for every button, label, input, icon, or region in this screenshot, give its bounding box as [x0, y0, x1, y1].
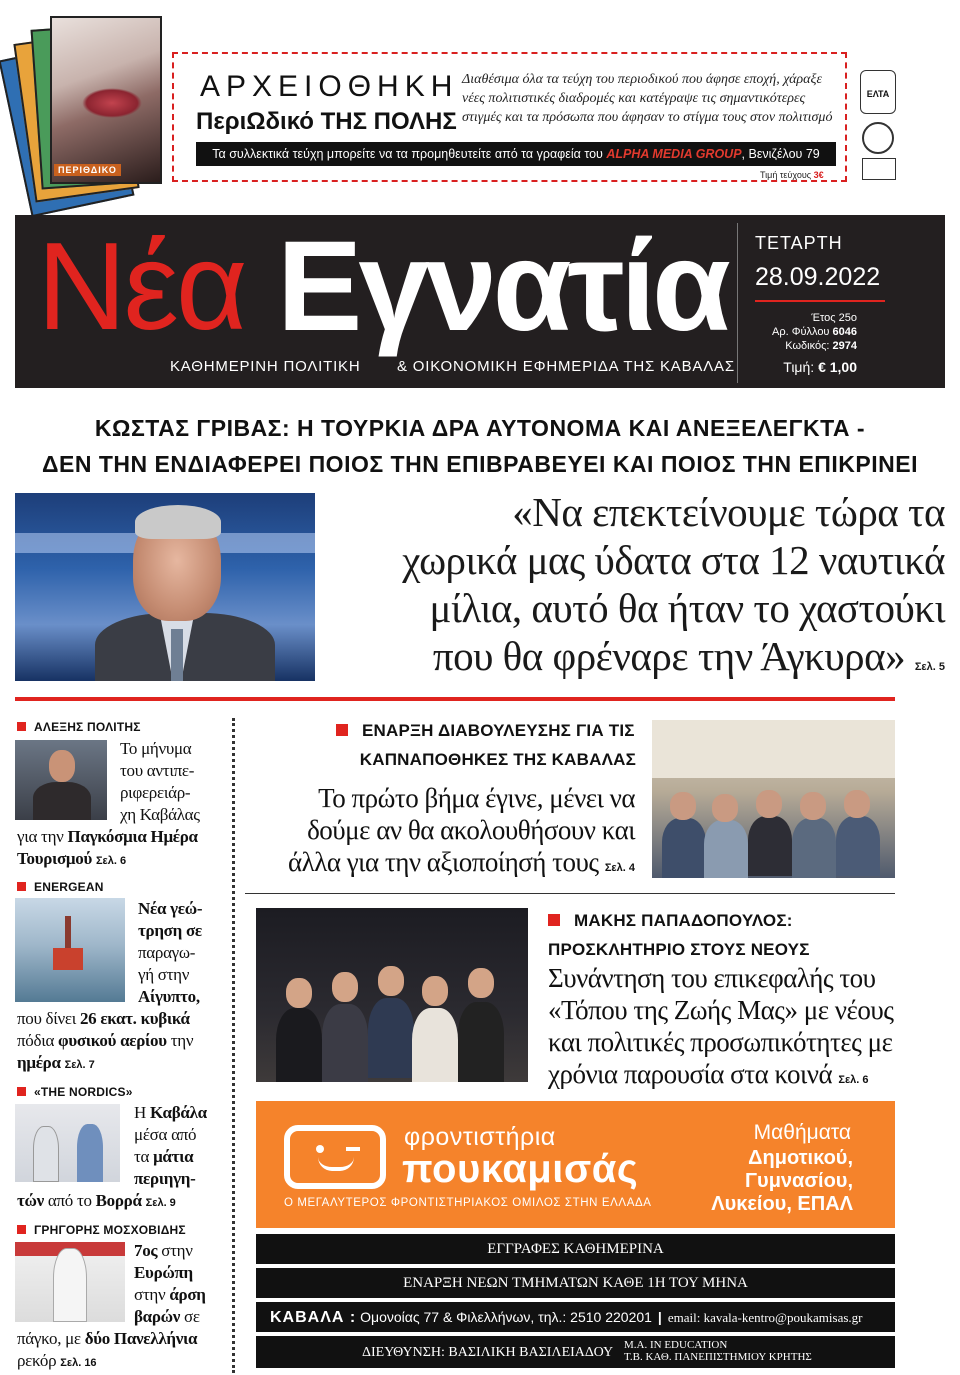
ad-director-bar	[256, 1336, 895, 1368]
brief-text-moschovidis-cont[interactable]	[17, 1328, 197, 1374]
brief-line	[17, 1052, 193, 1076]
brief-text-bold: Νέα γεώ-	[138, 899, 203, 918]
brief-text-bold: μάτια	[153, 1147, 194, 1166]
red-square-bullet	[548, 914, 560, 926]
ad-new-classes-bar: ΕΝΑΡΞΗ ΝΕΩΝ ΤΜΗΜΑΤΩΝ ΚΑΘΕ 1Η ΤΟΥ ΜΗΝΑ	[256, 1268, 895, 1298]
brief-text-bold: Ευρώπη	[134, 1263, 193, 1282]
lead-page-ref: Σελ. 5	[914, 661, 945, 673]
brief-text-energean[interactable]	[138, 898, 202, 1008]
issue-number-label: Αρ. Φύλλου	[771, 326, 833, 338]
brief-text-bold: 7ος	[134, 1241, 158, 1260]
story1-kicker[interactable]	[336, 716, 636, 774]
magazine-cover-front	[50, 16, 162, 184]
magazine-stack-image	[10, 10, 170, 190]
drilling-rig	[53, 948, 83, 970]
photo-suit	[33, 782, 91, 820]
archive-subtitle: ΠεριΩδικό ΤΗΣ ΠΟΛΗΣ	[196, 108, 457, 135]
story2-headline-line4-text: χρόνια παρουσία στα κοινά	[548, 1059, 833, 1089]
athlete-figure	[53, 1248, 87, 1322]
person-head	[800, 792, 826, 820]
brief-text-bold: άρση	[169, 1285, 206, 1304]
ad-levels	[653, 1147, 853, 1216]
logo-egnatia: Εγνατία	[277, 215, 727, 358]
lead-headline-line2: χωρικά μας ύδατα στα 12 ναυτικά	[402, 537, 945, 583]
issue-meta	[772, 311, 857, 353]
logo-nea: Νέα	[37, 218, 245, 356]
story2-kicker-line1	[548, 906, 898, 935]
elta-postage-icon: ΕΛΤΑ	[860, 70, 896, 114]
ad-credential: Τ.Β. ΚΑΘ. ΠΑΝΕΠΙΣΤΗΜΙΟΥ ΚΡΗΤΗΣ	[624, 1351, 812, 1363]
brief-line	[134, 1306, 206, 1328]
brief-line: ριφερειάρ-	[120, 783, 191, 802]
logo-eye	[316, 1145, 324, 1153]
brief-text-bold: δύο Πανελλήνια	[84, 1329, 198, 1348]
brief-text-bold: Βορρά	[95, 1191, 142, 1210]
brief-text-plain: που δίνει	[17, 1009, 80, 1028]
brief-kicker-moschovidis[interactable]: ΓΡΗΓΟΡΗΣ ΜΟΣΧΟΒΙΔΗΣ	[17, 1223, 186, 1237]
brief-kicker-nordics[interactable]: «THE NORDICS»	[17, 1085, 133, 1099]
brief-line	[17, 826, 198, 848]
lead-headline-line4	[335, 632, 945, 691]
person-head	[422, 976, 448, 1006]
rig-tower	[65, 916, 71, 950]
person-figure	[33, 1126, 59, 1182]
seal-icon	[862, 122, 894, 154]
brief-line: χη Καβάλας	[120, 805, 200, 824]
brief-page-ref: Σελ. 16	[60, 1357, 97, 1369]
separator: |	[657, 1309, 662, 1325]
issue-price	[783, 359, 857, 375]
brief-line	[17, 1030, 193, 1052]
lead-headline[interactable]	[335, 488, 945, 691]
masthead-divider	[737, 223, 738, 383]
ad-address: Ομονοίας 77 & Φιλελλήνων, τηλ.: 2510 220201	[356, 1309, 652, 1325]
brief-text-bold: βαρών	[134, 1307, 181, 1326]
promo-price-value: 3€	[813, 170, 824, 180]
brief-line	[17, 848, 198, 872]
story2-page-ref: Σελ. 6	[838, 1074, 869, 1086]
story1-headline[interactable]	[245, 782, 635, 884]
promo-strip	[196, 142, 836, 166]
brief-line: μέσα από	[134, 1125, 197, 1144]
promo-price-label: Τιμή τεύχους	[760, 170, 814, 180]
brief-text-plain: για την	[17, 827, 68, 846]
brief-text-bold: τών	[17, 1191, 44, 1210]
archive-title: ΑΡΧΕΙΟΘΗΚΗ	[200, 70, 459, 103]
ad-brand-line1: φροντιστήρια	[404, 1123, 556, 1151]
issue-price-value: € 1,00	[818, 359, 857, 375]
brief-page-ref: Σελ. 7	[64, 1059, 95, 1071]
ad-lessons-label: Μαθήματα	[753, 1121, 851, 1144]
brief-text-energean-cont[interactable]	[17, 1008, 193, 1076]
brief-text-bold: 26 εκατ. κυβικά	[79, 1009, 190, 1028]
issue-number-value: 6046	[832, 326, 857, 338]
lead-headline-line1: «Να επεκτείνουμε τώρα τα	[512, 489, 945, 535]
brief-line	[134, 1262, 206, 1284]
issue-code-label: Κωδικός:	[785, 340, 833, 352]
brief-line	[134, 1146, 207, 1168]
brief-kicker-alexis[interactable]: ΑΛΕΞΗΣ ΠΟΛΙΤΗΣ	[17, 720, 141, 734]
person-figure	[412, 1008, 458, 1082]
winking-face-logo-icon	[284, 1125, 386, 1189]
person-head	[468, 968, 494, 998]
story2-kicker-line2: ΠΡΟΣΚΛΗΤΗΡΙΟ ΣΤΟΥΣ ΝΕΟΥΣ	[548, 940, 810, 959]
issue-number	[772, 325, 857, 339]
brief-line	[134, 1102, 207, 1124]
brief-page-ref: Σελ. 6	[95, 855, 127, 867]
story2-kicker-line1-text: ΜΑΚΗΣ ΠΑΠΑΔΟΠΟΥΛΟΣ:	[574, 911, 793, 930]
brief-line	[138, 986, 202, 1008]
brief-text-bold: φυσικού αερίου	[58, 1031, 167, 1050]
brief-photo-nordics[interactable]	[15, 1104, 120, 1182]
person-head	[378, 966, 404, 996]
issue-code	[772, 339, 857, 353]
poukamisas-advert[interactable]	[256, 1101, 895, 1228]
person-figure	[792, 818, 836, 878]
person-head	[756, 790, 782, 818]
story1-headline-line2: δούμε αν θα ακολουθήσουν και	[307, 815, 635, 845]
issue-code-value: 2974	[832, 340, 857, 352]
ad-city: ΚΑΒΑΛΑ :	[270, 1309, 357, 1326]
issue-date: 28.09.2022	[755, 263, 881, 291]
brief-line	[17, 1328, 197, 1350]
issue-year: Έτος 25ο	[811, 312, 857, 324]
story1-kicker-line1-text: ΕΝΑΡΞΗ ΔΙΑΒΟΥΛΕΥΣΗΣ ΓΙΑ ΤΙΣ	[362, 721, 635, 740]
brief-line	[138, 920, 202, 942]
brief-text-plain: ρεκόρ	[17, 1351, 57, 1370]
brief-text-plain: από το	[43, 1191, 96, 1210]
person-figure	[276, 1008, 322, 1082]
issue-day: ΤΕΤΑΡΤΗ	[755, 233, 843, 253]
brief-text-bold: Παγκόσμια Ημέρα	[67, 827, 198, 846]
person-figure	[704, 820, 748, 878]
brief-text-plain: πάγκο, με	[17, 1329, 85, 1348]
brief-line: γή στην	[138, 965, 190, 984]
logo-smile	[318, 1157, 354, 1171]
lead-photo[interactable]	[15, 493, 315, 681]
date-underline	[755, 300, 885, 302]
brief-text-bold: Αίγυπτο,	[138, 987, 200, 1006]
brief-text-nordics-cont[interactable]	[17, 1190, 176, 1214]
person-head	[712, 794, 738, 822]
brief-line	[134, 1168, 207, 1190]
column-dotted-divider	[232, 718, 235, 1373]
lead-kicker-line1: ΚΩΣΤΑΣ ΓΡΙΒΑΣ: Η ΤΟΥΡΚΙΑ ΔΡΑ ΑΥΤΟΝΟΜΑ ΚΑΙ ΑΝΕΞΕΛΕΓΚΤΑ -	[94, 415, 866, 441]
ad-contact-bar	[256, 1302, 895, 1332]
brief-text-plain: Η	[134, 1103, 150, 1122]
brief-text-plain: στην	[157, 1241, 193, 1260]
promo-strip-highlight: ALPHA MEDIA GROUP	[606, 147, 742, 161]
brief-text-bold: ημέρα	[17, 1053, 61, 1072]
brief-text-bold: Τουρισμού	[17, 849, 92, 868]
story2-headline-line4	[548, 1058, 898, 1096]
brief-text-moschovidis[interactable]	[134, 1240, 206, 1328]
brief-text-plain: πόδια	[17, 1031, 59, 1050]
story2-headline-line2: «Τόπου της Ζωής Μας» με νέους	[548, 995, 894, 1025]
room-wall	[652, 720, 895, 778]
brief-photo-alexis[interactable]	[15, 740, 107, 820]
story1-headline-line3	[245, 846, 635, 884]
story1-kicker-line2: ΚΑΠΝΑΠΟΘΗΚΕΣ ΤΗΣ ΚΑΒΑΛΑΣ	[359, 750, 636, 769]
story2-headline-line3: και πολιτικές προσωπικότητες με	[548, 1027, 893, 1057]
ad-level: Δημοτικού,	[748, 1147, 853, 1169]
ad-brand-line2: πουκαμισάς	[402, 1147, 639, 1191]
ad-slogan: Ο ΜΕΓΑΛΥΤΕΡΟΣ ΦΡΟΝΤΙΣΤΗΡΙΑΚΟΣ ΟΜΙΛΟΣ ΣΤΗΝ ΕΛΛΑΔΑ	[284, 1197, 652, 1209]
person-figure	[662, 818, 706, 878]
brief-kicker-energean[interactable]: ENERGEAN	[17, 880, 104, 894]
person-figure	[836, 816, 880, 876]
lead-kicker[interactable]	[0, 410, 960, 482]
ad-email[interactable]: email: kavala-kentro@poukamisas.gr	[667, 1310, 863, 1325]
story2-photo-selfie[interactable]	[256, 908, 528, 1082]
person-figure	[368, 998, 414, 1078]
person-head	[286, 978, 312, 1008]
magazine-cover-label: ΠΕΡΙΘΔΙΚΟ	[54, 164, 121, 176]
promo-description: Διαθέσιμα όλα τα τεύχη του περιοδικού που άφησε εποχή, χάραξε νέες πολιτιστικές διαδρομές και κατέγραψε τις σημαντικότερες στιγμές και τα πρόσωπα που άφησαν το στίγμα τους στον πολιτισμό	[462, 72, 833, 125]
ad-credential: M.A. IN EDUCATION	[624, 1339, 728, 1351]
person-head	[670, 792, 696, 820]
brief-text-bold: Καβάλα	[149, 1103, 207, 1122]
story-divider	[245, 893, 895, 894]
issue-price-label: Τιμή:	[783, 359, 819, 375]
logo-wink	[346, 1147, 360, 1151]
brief-photo-energean[interactable]	[15, 898, 125, 1002]
tagline-part2: & ΟΙΚΟΝΟΜΙΚΗ ΕΦΗΜΕΡΙΔΑ ΤΗΣ ΚΑΒΑΛΑΣ	[397, 358, 735, 375]
ad-level: Λυκείου, ΕΠΑΛ	[711, 1193, 853, 1215]
brief-line	[17, 1008, 193, 1030]
lead-headline-line3: μίλια, αυτό θα ήταν το χαστούκι	[429, 585, 945, 631]
masthead	[15, 215, 945, 388]
ad-credentials	[624, 1339, 812, 1363]
promo-price	[760, 170, 824, 180]
brief-text-plain: σε	[180, 1307, 200, 1326]
person-figure	[322, 1004, 368, 1082]
brief-text-plain: στην	[134, 1285, 170, 1304]
person-figure	[748, 816, 792, 876]
person-figure	[458, 1002, 504, 1082]
brief-line	[17, 1350, 197, 1374]
brief-line	[138, 898, 202, 920]
story2-kicker[interactable]	[548, 906, 898, 964]
brief-line: του αντιπε-	[120, 761, 195, 780]
brief-text-alexis-cont[interactable]	[17, 826, 198, 872]
ad-registration-bar: ΕΓΓΡΑΦΕΣ ΚΑΘΗΜΕΡΙΝΑ	[256, 1234, 895, 1264]
red-square-bullet	[336, 724, 348, 736]
story2-headline[interactable]	[548, 962, 898, 1096]
story1-headline-line3-text: άλλα για την αξιοποίησή τους	[288, 847, 599, 877]
story2-headline-line1: Συνάντηση του επικεφαλής του	[548, 963, 876, 993]
ad-director: ΔΙΕΥΘΥΝΣΗ: ΒΑΣΙΛΙΚΗ ΒΑΣΙΛΕΙΑΔΟΥ	[362, 1345, 614, 1360]
brief-line: Το μήνυμα	[120, 739, 192, 758]
story1-kicker-line1	[336, 716, 636, 745]
tagline-part1: ΚΑΘΗΜΕΡΙΝΗ ΠΟΛΙΤΙΚΗ	[170, 358, 361, 375]
brief-text-plain: την	[166, 1031, 194, 1050]
photo-tie	[171, 629, 183, 681]
person-figure	[77, 1124, 103, 1182]
brief-text-alexis[interactable]	[120, 738, 200, 826]
brief-line: παραγω-	[138, 943, 196, 962]
photo-face	[49, 750, 75, 782]
ad-level: Γυμνασίου,	[745, 1170, 853, 1192]
story1-photo-meeting[interactable]	[652, 720, 895, 878]
brief-line	[134, 1240, 206, 1262]
brief-text-nordics[interactable]	[134, 1102, 207, 1190]
postage-stamp-icon	[862, 158, 896, 180]
person-head	[332, 972, 358, 1002]
brief-text-bold: περιηγη-	[134, 1169, 196, 1188]
promo-strip-text: Τα συλλεκτικά τεύχη μπορείτε να τα προμηθευτείτε από τα γραφεία του	[212, 147, 607, 161]
lead-kicker-line2: ΔΕΝ ΤΗΝ ΕΝΔΙΑΦΕΡΕΙ ΠΟΙΟΣ ΤΗΝ ΕΠΙΒΡΑΒΕΥΕΙ ΚΑΙ ΠΟΙΟΣ ΤΗΝ ΕΠΙΚΡΙΝΕΙ	[42, 451, 918, 477]
person-head	[844, 790, 870, 818]
brief-page-ref: Σελ. 9	[145, 1197, 176, 1209]
story1-headline-line1: Το πρώτο βήμα έγινε, μένει να	[318, 783, 635, 813]
promo-strip-address: , Βενιζέλου 79	[741, 147, 820, 161]
brief-line	[17, 1190, 176, 1214]
photo-hair	[135, 505, 221, 539]
lead-headline-line4-text: που θα φρέναρε την Άγκυρα»	[432, 633, 906, 679]
brief-photo-moschovidis[interactable]	[15, 1242, 125, 1322]
story1-page-ref: Σελ. 4	[604, 862, 635, 874]
brief-line	[134, 1284, 206, 1306]
brief-text-plain: τα	[134, 1147, 154, 1166]
brief-text-bold: τρηση σε	[138, 921, 202, 940]
magazine-lips-image	[82, 88, 142, 118]
red-divider	[15, 697, 895, 701]
